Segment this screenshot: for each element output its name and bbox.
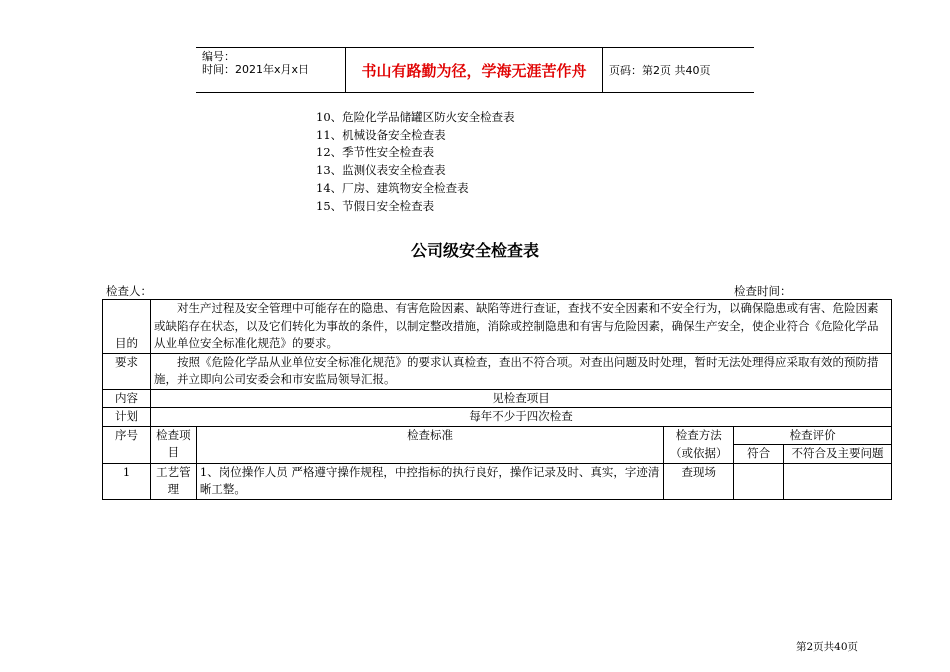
page-header — [196, 47, 754, 93]
table-row — [103, 463, 892, 499]
col-eval-header: 检查评价 — [734, 426, 892, 445]
row-no: 1 — [103, 463, 151, 499]
header-page: 页码：第2页 共40页 — [609, 64, 711, 77]
requirement-label: 要求 — [103, 353, 151, 389]
header-info — [196, 48, 346, 92]
toc-list — [316, 109, 515, 215]
toc-item: 11、机械设备安全检查表 — [316, 127, 446, 142]
inspector-label: 检查人： — [106, 284, 152, 298]
row-item: 工艺管理 — [150, 463, 196, 499]
col-no-header: 序号 — [103, 426, 151, 463]
toc-item: 12、季节性安全检查表 — [316, 145, 435, 160]
requirement-text: 按照《危险化学品从业单位安全标准化规范》的要求认真检查，查出不符合项。对查出问题及时处理，暂时无法处理得应采取有效的预防措施，并立即向公司安委会和市安监局领导汇报。 — [150, 353, 891, 389]
toc-item: 10、危险化学品储罐区防火安全检查表 — [316, 110, 515, 124]
col-standard-header: 检查标准 — [196, 426, 663, 463]
toc-item: 15、节假日安全检查表 — [316, 198, 435, 213]
toc-item: 13、监测仪表安全检查表 — [316, 163, 446, 178]
row-ok-cell — [734, 463, 784, 499]
column-header-row — [103, 426, 892, 445]
page-footer: 第2页共40页 — [796, 641, 859, 653]
content-label: 内容 — [103, 389, 151, 408]
inspect-time-label: 检查时间： — [734, 284, 792, 298]
col-ok-header: 符合 — [734, 445, 784, 464]
col-method-header: 检查方法（或依据） — [664, 426, 734, 463]
plan-label: 计划 — [103, 408, 151, 427]
purpose-label: 目的 — [103, 300, 151, 354]
content-row — [103, 389, 892, 408]
plan-row — [103, 408, 892, 427]
row-standard: 1、岗位操作人员 严格遵守操作规程，中控指标的执行良好，操作记录及时、真实，字迹清晰工整。 — [196, 463, 663, 499]
doc-title: 公司级安全检查表 — [410, 241, 539, 260]
purpose-text: 对生产过程及安全管理中可能存在的隐患、有害危险因素、缺陷等进行查证，查找不安全因素和不安全行为，以确保隐患或有害、危险因素或缺陷存在状态，以及它们转化为事故的条件，以制定整改措施，消除或控制隐患和有害与危险因素，确保生产安全，使企业符合《危险化学品从业单位安全标准化规范》的要求。 — [150, 300, 891, 354]
row-method: 查现场 — [664, 463, 734, 499]
time-text: 时间：2021年x月x日 — [202, 63, 310, 76]
inspection-table — [102, 299, 892, 500]
content-text: 见检查项目 — [150, 389, 891, 408]
header-slogan: 书山有路勤为径，学海无涯苦作舟 — [346, 48, 603, 92]
purpose-row — [103, 300, 892, 354]
col-nok-header: 不符合及主要问题 — [784, 445, 892, 464]
requirement-row — [103, 353, 892, 389]
col-item-header: 检查项目 — [150, 426, 196, 463]
toc-item: 14、厂房、建筑物安全检查表 — [316, 180, 469, 195]
plan-text: 每年不少于四次检查 — [150, 408, 891, 427]
row-nok-cell — [784, 463, 892, 499]
number-label: 编号： — [202, 50, 235, 63]
